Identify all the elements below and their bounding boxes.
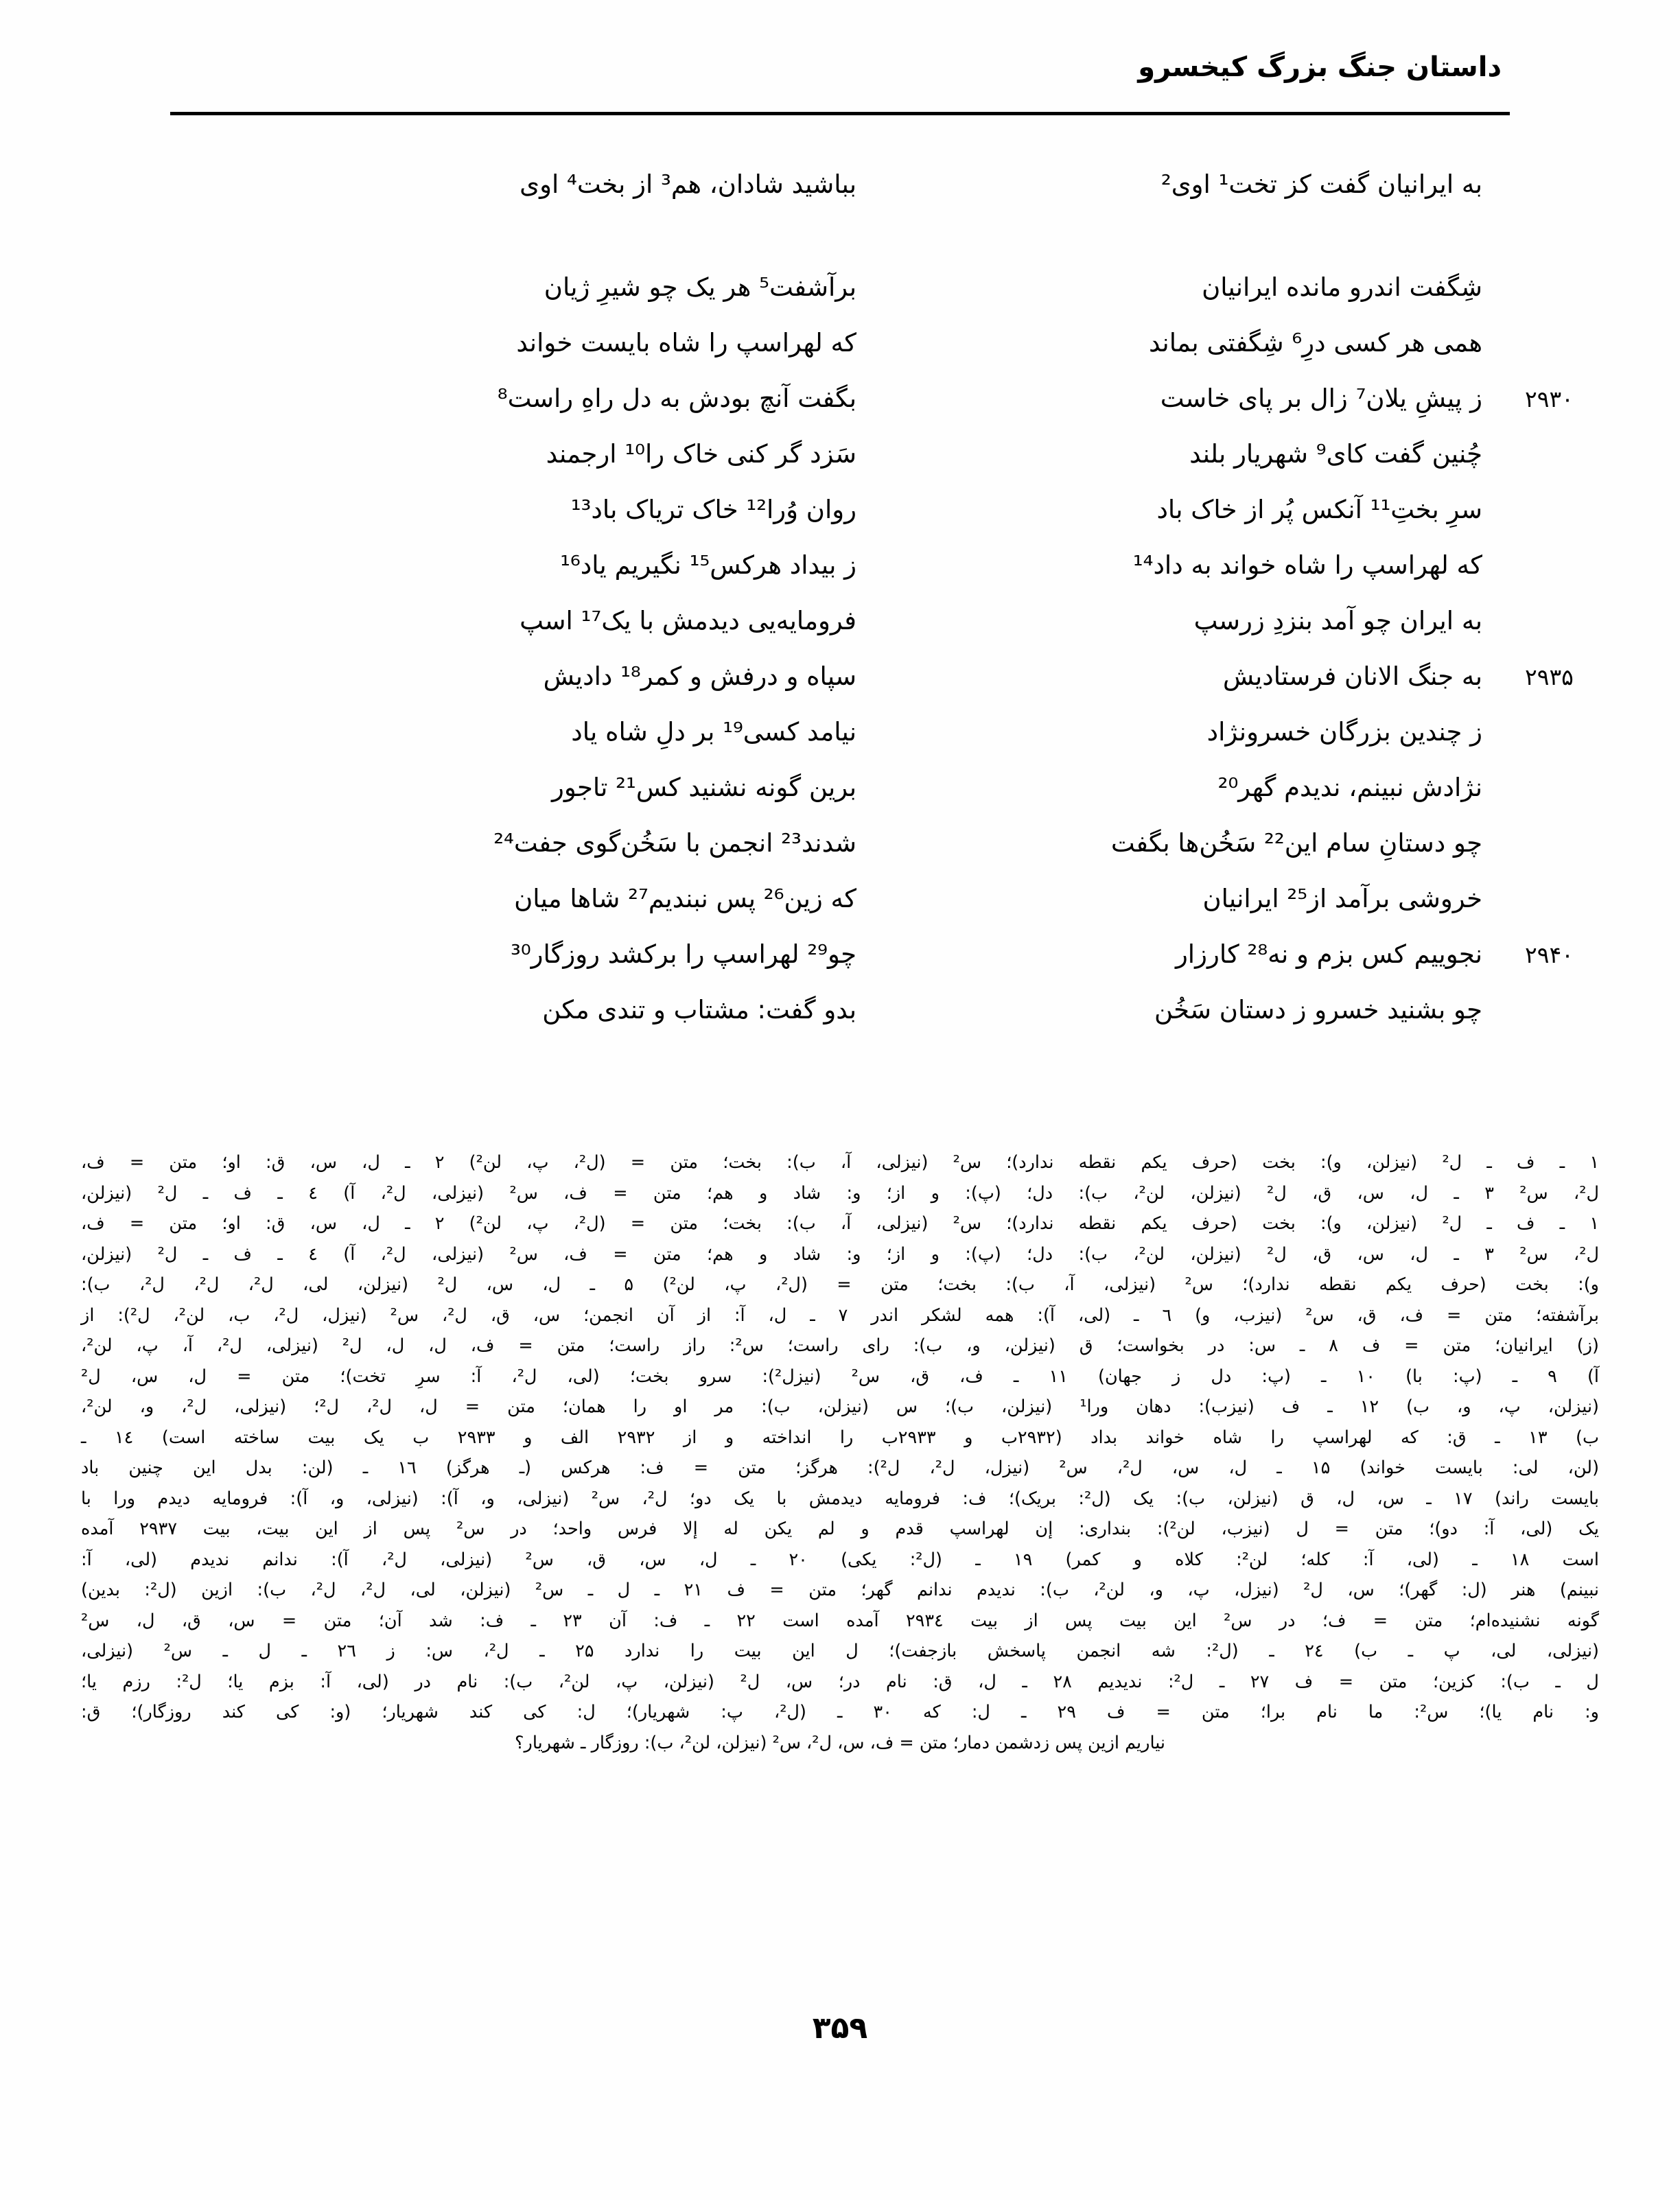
apparatus-line: ب) ۱۳ ـ ق: که لهراسپ را شاه خواند بداد (۲۹۳۲ب و ۲۹۳۳ب را انداخته و از ۲۹۳۲ الف و ۲۹۳۳ ب یک بیت ساخته است) ۱٤ ـ [81,1427,1599,1448]
hemistich-first [939,330,1508,357]
hemistich-text: ز پیشِ یلان⁷ زال بر پای خاست [1160,384,1482,413]
hemistich-text: چو بشنید خسرو ز دستان سَخُن [1154,995,1482,1025]
verse-couplet [82,886,1598,941]
hemistich-text: ز چندین بزرگان خسرونژاد [1206,717,1482,747]
verse-couplet [82,441,1598,497]
apparatus-line: ل²، س² ۳ ـ ل، س، ق، ل² (نیزلن، لن²، ب): دل؛ (پ): و از؛ و: شاد و هم؛ متن = ف، س² (نیزلی، ل²، آ) ٤ ـ ف ـ ل² (نیزلن، [81,1182,1600,1204]
hemistich-second [369,441,939,468]
apparatus-line: (لن، لی: بایست خواند) ۱۵ ـ ل، س، ل²، س² (نیزل، ل²، ل²): هرگز؛ متن = ف: هرکس (ـ هرگز) ۱٦ ـ (لن: بدل این چنین باد [81,1458,1600,1478]
hemistich-second [369,608,939,635]
apparatus-line: و): بخت (حرف یکم نقطه ندارد)؛ س² (نیزلی، آ، ب): بخت؛ متن = (ل²، پ، لن²) ۵ ـ ل، س، ل² (نیزلن، لی، ل²، ل²، ل²، ب): [81,1274,1599,1295]
hemistich-second [369,386,939,412]
verse-couplet [82,274,1598,330]
verse-couplet [82,830,1598,886]
hemistich-second [369,775,939,801]
hemistich-second [369,497,939,524]
hemistich-text: ز بیداد هرکس¹⁵ نگیریم یاد¹⁶ [560,550,856,580]
verse-couplet [82,941,1598,997]
apparatus-line: نیاریم ازین پس زدشمن دمار؛ متن = ف، س، ل²، س² (نیزلن، لن²، ب): روزگار ـ شهریار؟ [514,1732,1166,1753]
apparatus-line: ل²، س² ۳ ـ ل، س، ق، ل² (نیزلن، لن²، ب): دل؛ (پ): و از؛ و: شاد و هم؛ متن = ف، س² (نیزلی، ل²، آ) ٤ ـ ف ـ ل² (نیزلن، [81,1243,1600,1265]
apparatus-line: است ۱۸ ـ (لی، آ: کله؛ لن²: کلاه و کمر) ۱۹ ـ (ل²: یکی) ۲۰ ـ ل، س، ق، س² (نیزلی، ل²، آ): ندانم ندیدم (لی، آ: [81,1549,1599,1570]
hemistich-text: نجوییم کس بزم و نه²⁸ کارزار [1175,939,1482,969]
hemistich-second [369,664,939,690]
hemistich-first [939,552,1508,579]
critical-apparatus [81,1147,1599,1758]
apparatus-line: بایست راند) ۱۷ ـ س، ل، ق (نیزلن، ب): یک (ل²: بریک)؛ ف: فرومایه دیدمش با یک دو؛ ل²، س² (نیزلی، و، آ): (نیزلی، و، آ): فرومایه دیدم ورا با [81,1488,1600,1509]
apparatus-line: گونه نشنیده‌ام؛ متن = ف؛ در س² این بیت پس از بیت ۲۹۳٤ آمده است ۲۲ ـ ف: آن ۲۳ ـ ف: شد آن؛ متن = س، ق، ل، س² [81,1610,1599,1631]
apparatus-line: ۱ ـ ف ـ ل² (نیزلن، و): بخت (حرف یکم نقطه ندارد)؛ س² (نیزلی، آ، ب): بخت؛ متن = (ل²، پ، لن²) ۲ ـ ل، س، ق: او؛ متن = ف، [81,1152,1600,1173]
hemistich-first [939,664,1508,690]
apparatus-line: (نیزلن، پ، و، ب) ۱۲ ـ ف (نیزب): دهان ورا¹ (نیزلن، ب)؛ س (نیزلن، ب): مر او را همان؛ متن = ل، ل²، ل²؛ (نیزلی، ل²، و، لن²، [81,1396,1599,1417]
hemistich-first [939,775,1508,801]
hemistich-second [369,719,939,746]
hemistich-text: خروشی برآمد از²⁵ ایرانیان [1202,884,1482,913]
hemistich-text: همی هر کسی درِ⁶ شِگفتی بماند [1149,328,1482,358]
hemistich-first [939,886,1508,913]
hemistich-first [939,941,1508,968]
hemistich-text: چو²⁹ لهراسپ را برکشد روزگار³⁰ [510,939,856,969]
verse-couplet [82,386,1598,441]
hemistich-text: به ایران چو آمد بنزدِ زرسپ [1193,606,1482,635]
apparatus-line: ۱ ـ ف ـ ل² (نیزلن، و): بخت (حرف یکم نقطه ندارد)؛ س² (نیزلی، آ، ب): بخت؛ متن = (ل²، پ، لن²) ۲ ـ ل، س، ق: او؛ متن = ف، [81,1213,1600,1234]
hemistich-first [939,274,1508,301]
hemistich-text: بدو گفت: مشتاب و تندی مکن [542,995,856,1025]
hemistich-text: شِگفت اندرو مانده ایرانیان [1202,272,1482,302]
hemistich-text: چو دستانِ سام این²² سَخُن‌ها بگفت [1110,828,1482,858]
hemistich-text: برین گونه نشنید کس²¹ تاجور [551,773,856,802]
hemistich-second [369,274,939,301]
hemistich-text: بباشید شادان، هم³ از بخت⁴ اوی [520,169,856,199]
hemistich-text: که لهراسپ را شاه بایست خواند [516,328,856,358]
hemistich-second [369,552,939,579]
hemistich-first [939,997,1508,1024]
verse-block [82,169,1598,1053]
hemistich-first [939,497,1508,524]
verse-couplet [82,330,1598,386]
hemistich-text: برآشفت⁵ هر یک چو شیرِ ژیان [544,272,856,302]
hemistich-text: روان وُرا¹² خاک تریاک باد¹³ [570,495,856,524]
hemistich-first [939,169,1508,199]
apparatus-line: و: نام یا)؛ س²: ما نام برا؛ متن = ف ۲۹ ـ ل: که ۳۰ ـ (ل²، پ: شهریار)؛ ل: کی کند شهریار؛ (و: کی کند روزگار)؛ ق: [81,1702,1599,1722]
page-number: ۳۵۹ [812,2011,868,2046]
hemistich-text: چُنین گفت کای⁹ شهریار بلند [1189,439,1482,469]
hemistich-text: سرِ بختِ¹¹ آنکس پُر از خاک باد [1156,495,1482,524]
hemistich-first [939,386,1508,412]
apparatus-line: (ز) ایرانیان؛ متن = ف ۸ ـ س: در بخواست؛ ق (نیزلن، و، ب): رای راست؛ س²: راز راست؛ متن = ف، ل، ل، ل² (نیزلی، ل²، آ، پ، لن²، [81,1335,1599,1356]
hemistich-second [369,941,939,968]
hemistich-text: که زین²⁶ پس نبندیم²⁷ شاها میان [514,884,856,913]
verse-couplet [82,997,1598,1053]
hemistich-second [369,886,939,913]
running-title: داستان جنگ بزرگ کیخسرو [1138,51,1502,83]
hemistich-first [939,830,1508,857]
hemistich-text: فرومایه‌یی دیدمش با یک¹⁷ اسپ [520,606,856,635]
hemistich-second [369,169,939,199]
hemistich-text: نژادش نبینم، ندیدم گهر²⁰ [1217,773,1482,802]
hemistich-text: سپاه و درفش و کمر¹⁸ دادیش [543,662,856,691]
apparatus-line: نبینم) هنر (ل: گهر)؛ س، ل² (نیزل، پ، و، لن²، ب): ندیدم ندانم گهر؛ متن = ف ۲۱ ـ ل ـ س² (نیزلن، لی، ل²، ل²، ب): ازین (ل²: بدین) [81,1580,1599,1600]
hemistich-text: نیامد کسی¹⁹ بر دلِ شاه یاد [571,717,856,747]
apparatus-line: ل ـ ب): کزین؛ متن = ف ۲۷ ـ ل²: ندیدیم ۲۸ ـ ل، ق: نام در؛ س، ل² (نیزلن، پ، لن²، ب): نام در (لی، آ: بزم یا؛ ل²: رزم یا؛ [81,1671,1599,1692]
hemistich-text: بگفت آنچ بودش به دل راهِ راست⁸ [497,384,856,413]
verse-couplet [82,552,1598,608]
hemistich-first [939,441,1508,468]
hemistich-first [939,608,1508,635]
hemistich-text: که لهراسپ را شاه خواند به داد¹⁴ [1132,550,1482,580]
hemistich-text: به ایرانیان گفت کز تخت¹ اوی² [1160,169,1482,199]
verse-line-number: ۲۹۳۰ [1525,386,1574,412]
hemistich-first [939,719,1508,746]
verse-couplet [82,497,1598,552]
verse-line-number: ۲۹۳۵ [1525,664,1574,690]
hemistich-text: سَزد گر کنی خاک را¹⁰ ارجمند [546,439,856,469]
apparatus-line: برآشفته؛ متن = ف، ق، س² (نیزب، و) ٦ ـ (لی، آ): همه لشکر اندر ۷ ـ ل، آ: از آن انجمن؛ س، ق، ل²، س² (نیزل، ل²، ب، لن²، ل²): از [81,1304,1599,1326]
apparatus-line: آ) ۹ ـ (پ: با) ۱۰ ـ (پ: دل ز جهان) ۱۱ ـ ف، ق، س² (نیزل²): سرو بخت؛ (لی، ل²، آ: سرِ تخت)؛ متن = ل، س، ل² [81,1366,1599,1387]
hemistich-second [369,330,939,357]
hemistich-second [369,830,939,857]
verse-couplet [82,169,1598,274]
page-header [172,51,1508,99]
hemistich-text: شدند²³ انجمن با سَخُن‌گوی جفت²⁴ [493,828,856,858]
verse-couplet [82,775,1598,830]
verse-line-number: ۲۹۴۰ [1525,941,1574,968]
verse-couplet [82,664,1598,719]
header-rule [170,112,1510,115]
verse-couplet [82,719,1598,775]
verse-couplet [82,608,1598,664]
hemistich-second [369,997,939,1024]
apparatus-line: یک (لی، آ: دو)؛ متن = ل (نیزب، لن²): بنداری: إن لهراسپ قدم و لم یکن له إلا فرس واحد؛ در س² پس از این بیت، بیت ۲۹۳۷ آمده [81,1519,1599,1539]
apparatus-line: (نیزلی، لی، پ ـ ب) ۲٤ ـ (ل²: شه انجمن پاسخش بازجفت)؛ ل این بیت را ندارد ۲۵ ـ ل²، س: ز ۲٦ ـ ل ـ س² (نیزلی، [81,1641,1599,1661]
hemistich-text: به جنگ الانان فرستادیش [1222,662,1482,691]
